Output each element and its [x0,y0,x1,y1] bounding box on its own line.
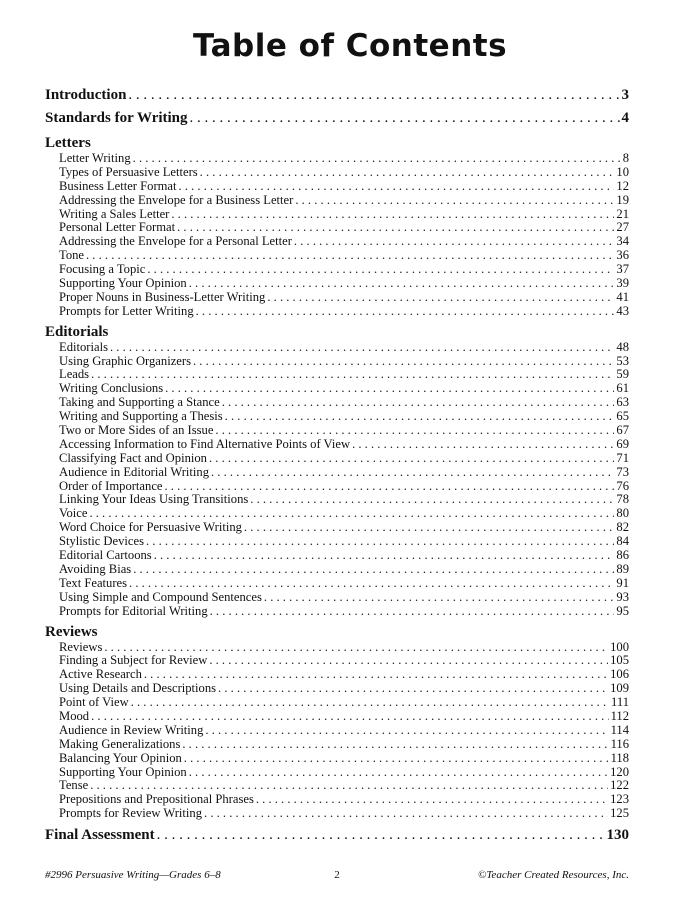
toc-entry[interactable] [45,235,629,249]
entry-page-number: 111 [611,695,629,710]
toc-entry[interactable] [45,724,629,738]
entry-label: Audience in Editorial Writing [59,464,209,479]
toc-entry[interactable] [45,521,629,535]
toc-entry[interactable] [45,549,629,563]
entry-label: Types of Persuasive Letters [59,164,198,179]
entry-label: Writing a Sales Letter [59,206,170,221]
footer-page-number: 2 [334,869,340,881]
dot-leader [179,180,615,194]
toc-entry[interactable] [45,263,629,277]
entry-page-number: 8 [622,151,629,165]
entry-label: Writing and Supporting a Thesis [59,409,223,424]
dot-leader [171,208,614,222]
entry-label: Avoiding Bias [59,561,132,576]
entry-page-number: 27 [616,220,629,235]
dot-leader [215,424,614,438]
dot-leader [129,577,614,591]
toc-entry[interactable] [45,696,629,710]
entry-page-number: 78 [616,492,629,507]
entry-label: Prepositions and Prepositional Phrases [59,792,254,807]
dot-leader [218,682,608,696]
entry-page-number: 93 [616,589,629,604]
dot-leader [91,368,614,382]
toc-entry[interactable] [45,382,629,396]
dot-leader [165,480,615,494]
entry-page-number: 123 [610,792,629,807]
table-of-contents [45,84,629,847]
entry-label: Classifying Fact and Opinion [59,450,207,465]
entry-label: Introduction [45,87,127,103]
dot-leader [209,452,614,466]
dot-leader [222,396,615,410]
dot-leader [133,563,614,577]
entry-page-number: 19 [616,192,629,207]
entry-label: Using Graphic Organizers [59,353,191,368]
entry-page-number: 130 [606,827,629,844]
dot-leader [200,166,615,180]
entry-page-number: 106 [610,667,629,682]
entry-label: Leads [59,367,90,382]
toc-entry[interactable] [45,396,629,410]
entry-label: Editorials [59,339,108,354]
footer-book-title: #2996 Persuasive Writing—Grades 6–8 [45,869,221,881]
toc-entry[interactable] [45,166,629,180]
entry-page-number: 36 [616,248,629,263]
dot-leader [144,668,608,682]
entry-page-number: 69 [616,436,629,451]
entry-label: Supporting Your Opinion [59,764,187,779]
toc-entry[interactable] [45,291,629,305]
entry-page-number: 120 [610,764,629,779]
entry-label: Voice [59,506,88,521]
dot-leader [210,605,615,619]
dot-leader [295,194,614,208]
entry-label: Order of Importance [59,478,163,493]
entry-label: Prompts for Editorial Writing [59,603,208,618]
dot-leader [256,793,608,807]
dot-leader [294,235,614,249]
entry-page-number: 80 [616,506,629,521]
entry-label: Accessing Information to Find Alternative Points of View [59,436,351,451]
entry-label: Taking and Supporting a Stance [59,395,220,410]
entry-label: Business Letter Format [59,178,177,193]
entry-label: Focusing a Topic [59,262,146,277]
entry-page-number: 4 [621,110,629,126]
footer-copyright: ©Teacher Created Resources, Inc. [477,869,629,881]
entry-page-number: 114 [610,722,629,737]
dot-leader [133,152,621,166]
toc-entry[interactable] [45,194,629,208]
dot-leader [193,355,614,369]
section-heading-reviews: Reviews [45,623,98,640]
entry-page-number: 125 [610,806,629,821]
toc-entry[interactable] [45,208,629,222]
dot-leader [190,107,620,130]
toc-entry[interactable] [45,779,629,793]
toc-entry-standards[interactable] [45,107,629,130]
entry-label: Reviews [59,639,103,654]
dot-leader [165,382,614,396]
toc-entry[interactable] [45,355,629,369]
dot-leader [110,341,614,355]
entry-page-number: 100 [610,639,629,654]
entry-page-number: 59 [616,367,629,382]
entry-page-number: 53 [616,353,629,368]
dot-leader [157,824,605,847]
toc-entry[interactable] [45,563,629,577]
toc-entry[interactable] [45,368,629,382]
entry-label: Proper Nouns in Business-Letter Writing [59,289,266,304]
entry-label: Linking Your Ideas Using Transitions [59,492,249,507]
dot-leader [131,696,609,710]
section-heading-letters: Letters [45,135,91,151]
toc-entry-final-assessment[interactable] [45,824,629,847]
dot-leader [209,654,608,668]
toc-entry[interactable] [45,793,629,807]
entry-page-number: 116 [610,736,629,751]
dot-leader [225,410,615,424]
entry-page-number: 105 [610,653,629,668]
toc-entry[interactable] [45,424,629,438]
entry-page-number: 122 [610,778,629,793]
toc-entry[interactable] [45,452,629,466]
dot-leader [90,779,608,793]
entry-label: Letter Writing [59,151,131,165]
entry-label: Personal Letter Format [59,220,176,235]
entry-label: Text Features [59,575,128,590]
dot-leader [352,438,614,452]
dot-leader [264,591,615,605]
entry-label: Using Simple and Compound Sentences [59,589,262,604]
entry-label: Supporting Your Opinion [59,276,187,291]
entry-label: Making Generalizations [59,736,181,751]
entry-page-number: 41 [616,289,629,304]
toc-entry[interactable] [45,305,629,319]
toc-entry[interactable] [45,682,629,696]
entry-label: Mood [59,708,90,723]
entry-page-number: 21 [616,206,629,221]
entry-page-number: 39 [616,276,629,291]
dot-leader [154,549,615,563]
entry-label: Addressing the Envelope for a Personal Letter [59,234,292,249]
entry-page-number: 3 [621,87,629,103]
toc-entry[interactable] [45,752,629,766]
entry-page-number: 73 [616,464,629,479]
toc-entry[interactable] [45,493,629,507]
dot-leader [189,766,608,780]
dot-leader [104,641,608,655]
entry-page-number: 112 [610,708,629,723]
entry-label: Active Research [59,667,142,682]
dot-leader [211,466,614,480]
toc-entry-introduction[interactable] [45,84,629,107]
dot-leader [267,291,614,305]
toc-sections [45,134,629,821]
entry-label: Writing Conclusions [59,381,164,396]
toc-entry[interactable] [45,410,629,424]
entry-page-number: 71 [616,450,629,465]
toc-entry[interactable] [45,605,629,619]
entry-page-number: 109 [610,681,629,696]
dot-leader [177,221,614,235]
entry-page-number: 95 [616,603,629,618]
toc-entry[interactable] [45,591,629,605]
entry-page-number: 86 [616,548,629,563]
toc-entry[interactable] [45,807,629,821]
entry-label: Final Assessment [45,827,155,844]
dot-leader [189,277,615,291]
toc-entry[interactable] [45,668,629,682]
toc-entry[interactable] [45,249,629,263]
entry-page-number: 91 [616,575,629,590]
entry-page-number: 43 [616,303,629,318]
entry-page-number: 67 [616,423,629,438]
toc-entry[interactable] [45,535,629,549]
entry-page-number: 12 [616,178,629,193]
entry-label: Word Choice for Persuasive Writing [59,520,242,535]
toc-entry[interactable] [45,341,629,355]
toc-entry[interactable] [45,577,629,591]
dot-leader [250,493,614,507]
dot-leader [244,521,614,535]
dot-leader [128,84,619,107]
entry-page-number: 63 [616,395,629,410]
entry-page-number: 89 [616,561,629,576]
toc-entry[interactable] [45,766,629,780]
dot-leader [184,752,609,766]
dot-leader [86,249,614,263]
entry-page-number: 34 [616,234,629,249]
toc-entry[interactable] [45,710,629,724]
toc-entry[interactable] [45,641,629,655]
toc-entry[interactable] [45,654,629,668]
dot-leader [146,535,614,549]
dot-leader [196,305,615,319]
toc-entry[interactable] [45,438,629,452]
toc-entry[interactable] [45,738,629,752]
entry-page-number: 37 [616,262,629,277]
toc-entry[interactable] [45,277,629,291]
dot-leader [182,738,608,752]
entry-page-number: 10 [616,164,629,179]
section-heading-editorials: Editorials [45,323,109,340]
entry-page-number: 118 [610,750,629,765]
entry-page-number: 61 [616,381,629,396]
entry-label: Stylistic Devices [59,534,144,549]
entry-page-number: 82 [616,520,629,535]
entry-page-number: 48 [616,339,629,354]
entry-page-number: 84 [616,534,629,549]
entry-label: Prompts for Review Writing [59,806,203,821]
toc-entry[interactable] [45,152,629,166]
entry-page-number: 76 [616,478,629,493]
dot-leader [204,807,608,821]
toc-entry[interactable] [45,507,629,521]
entry-label: Two or More Sides of an Issue [59,423,214,438]
entry-label: Prompts for Letter Writing [59,303,194,318]
entry-label: Finding a Subject for Review [59,653,208,668]
entry-label: Editorial Cartoons [59,548,152,563]
entry-label: Point of View [59,695,129,710]
toc-entry[interactable] [45,466,629,480]
entry-label: Audience in Review Writing [59,722,204,737]
toc-entry[interactable] [45,180,629,194]
dot-leader [89,507,614,521]
entry-label: Using Details and Descriptions [59,681,217,696]
toc-entry[interactable] [45,221,629,235]
dot-leader [205,724,608,738]
toc-entry[interactable] [45,480,629,494]
dot-leader [91,710,608,724]
entry-label: Standards for Writing [45,110,188,126]
entry-label: Tone [59,248,84,263]
dot-leader [147,263,614,277]
entry-label: Balancing Your Opinion [59,750,182,765]
page-title: Table of Contents [192,28,508,64]
entry-label: Addressing the Envelope for a Business Letter [59,192,294,207]
entry-label: Tense [59,778,89,793]
entry-page-number: 65 [616,409,629,424]
